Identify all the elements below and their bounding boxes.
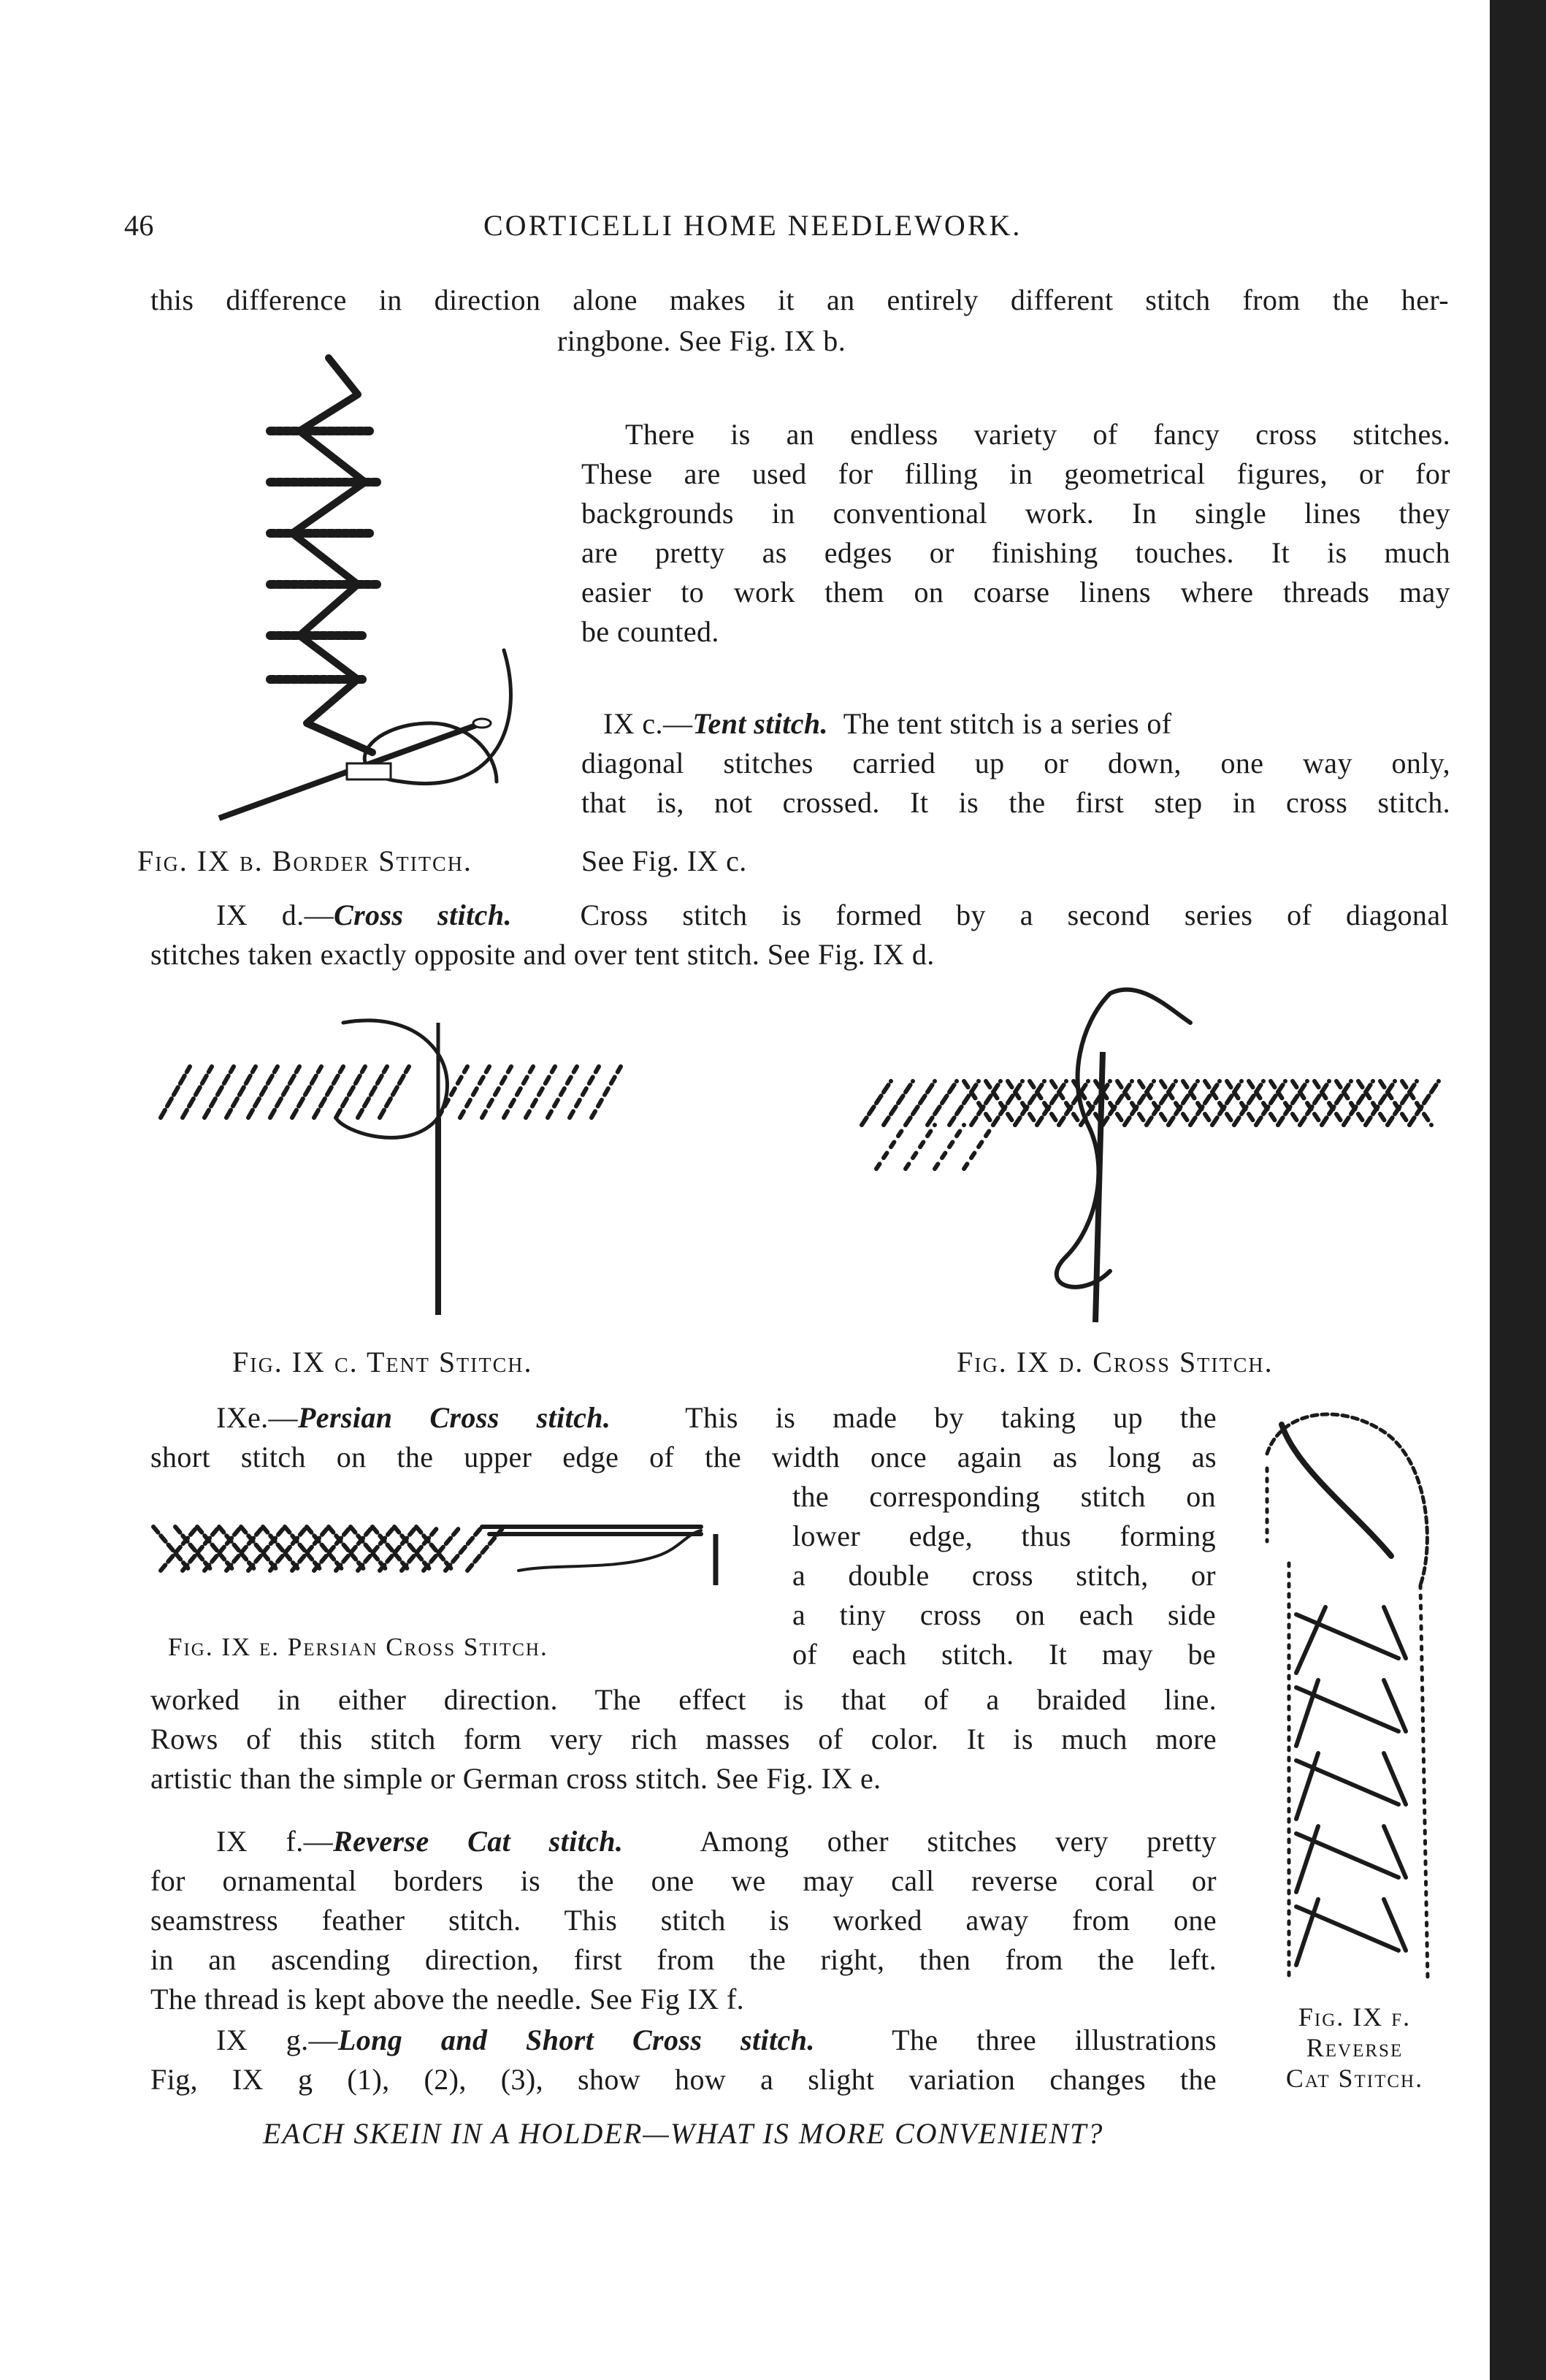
variety-line: easier to work them on coarse linens where threads may xyxy=(581,576,1450,609)
fig-tent-stitch xyxy=(161,1008,781,1330)
long-paragraph xyxy=(150,2021,1217,2099)
cross-stitch-rows xyxy=(862,1081,1439,1169)
persian-paragraph-top xyxy=(150,1398,1217,1477)
tent-line: diagonal stitches carried up or down, one way only, xyxy=(581,747,1450,779)
reverse-heading-line xyxy=(150,1822,1217,1861)
section-title: Tent stitch. xyxy=(692,707,828,740)
reverse-line: The thread is kept above the needle. See Fig IX f. xyxy=(150,1983,745,2015)
long-line: Fig, IX g (1), (2), (3), show how a slight variation changes the xyxy=(150,2063,1217,2096)
section-label: IX f.— xyxy=(216,1825,334,1858)
section-title: Reverse Cat stitch. xyxy=(333,1825,624,1858)
fig-reverse-cat-stitch xyxy=(1238,1395,1472,1994)
section-title: Cross stitch. xyxy=(334,899,512,931)
tent-stitch-rows xyxy=(161,1067,621,1118)
caption-fig-e: Fig. IX e. Persian Cross Stitch. xyxy=(168,1633,548,1661)
section-label: IXe.— xyxy=(216,1401,298,1434)
persian-line: the corresponding stitch on xyxy=(792,1480,1216,1513)
variety-paragraph xyxy=(581,415,1450,652)
persian-line: a double cross stitch, or xyxy=(792,1559,1216,1592)
intro-line-2: ringbone. See Fig. IX b. xyxy=(557,324,846,357)
fig-cross-stitch xyxy=(847,979,1453,1330)
tent-thread xyxy=(336,1021,447,1137)
persian-line: a tiny cross on each side xyxy=(792,1598,1216,1631)
persian-line: worked in either direction. The effect is that of a braided line. xyxy=(150,1683,1217,1716)
persian-line: lower edge, thus forming xyxy=(792,1519,1216,1552)
persian-line: artistic than the simple or German cross stitch. See Fig. IX e. xyxy=(150,1762,881,1795)
section-label: IX d.— xyxy=(216,899,334,931)
caption-fig-c: Fig. IX c. Tent Stitch. xyxy=(232,1346,533,1378)
caption-fig-d: Fig. IX d. Cross Stitch. xyxy=(957,1346,1274,1378)
variety-line: These are used for filling in geometrical figures, or for xyxy=(581,457,1450,490)
running-head: CORTICELLI HOME NEEDLEWORK. xyxy=(483,209,1022,242)
cat-stitch-thread xyxy=(1267,1414,1428,1980)
long-heading-line xyxy=(150,2021,1217,2060)
intro-line-1: this difference in direction alone makes it an entirely different stitch from the her- xyxy=(150,283,1449,316)
section-title: Persian Cross stitch. xyxy=(297,1401,611,1434)
long-line: The three illustrations xyxy=(892,2024,1217,2056)
persian-stitch-row xyxy=(153,1527,701,1571)
cross-paragraph xyxy=(150,896,1449,974)
reverse-line: Among other stitches very pretty xyxy=(700,1825,1217,1858)
page-number: 46 xyxy=(124,209,154,242)
persian-heading-line xyxy=(150,1398,1217,1438)
caption-fig-f: Fig. IX f. Reverse Cat Stitch. xyxy=(1285,2002,1424,2093)
cat-stitch-pattern xyxy=(1296,1607,1406,1965)
persian-line: This is made by taking up the xyxy=(685,1401,1217,1434)
fabric-stitch xyxy=(347,763,391,779)
reverse-line: for ornamental borders is the one we may call reverse coral or xyxy=(150,1864,1217,1897)
tent-line: See Fig. IX c. xyxy=(581,844,747,877)
section-title: Long and Short Cross stitch. xyxy=(337,2024,815,2056)
variety-line: are pretty as edges or finishing touches. It is much xyxy=(581,536,1450,569)
footer-banner: EACH SKEIN IN A HOLDER—WHAT IS MORE CONVENIENT? xyxy=(263,2117,1104,2150)
cross-line: Cross stitch is formed by a second series of diagonal xyxy=(580,899,1449,931)
cross-line: stitches taken exactly opposite and over tent stitch. See Fig. IX d. xyxy=(150,938,935,971)
persian-line: of each stitch. It may be xyxy=(792,1638,1216,1671)
fig-persian-cross-stitch xyxy=(146,1490,774,1629)
cross-heading-line xyxy=(150,896,1449,935)
persian-paragraph-side xyxy=(792,1477,1216,1674)
persian-paragraph-bottom xyxy=(150,1680,1217,1799)
reverse-line: seamstress feather stitch. This stitch is worked away from one xyxy=(150,1904,1217,1937)
tent-line: that is, not crossed. It is the first step in cross stitch. xyxy=(581,786,1450,819)
variety-line: backgrounds in conventional work. In single lines they xyxy=(581,497,1450,530)
tent-paragraph xyxy=(581,704,1450,823)
tent-line: The tent stitch is a series of xyxy=(843,707,1172,740)
persian-line: short stitch on the upper edge of the width once again as long as xyxy=(150,1441,1217,1473)
fig-border-stitch xyxy=(190,343,555,825)
variety-line: be counted. xyxy=(581,615,719,648)
variety-line: There is an endless variety of fancy cross stitches. xyxy=(625,418,1450,451)
reverse-line: in an ascending direction, first from the right, then from the left. xyxy=(150,1943,1217,1976)
section-label: IX g.— xyxy=(216,2024,338,2056)
cross-thread xyxy=(1057,990,1190,1287)
persian-line: Rows of this stitch form very rich masses of color. It is much more xyxy=(150,1723,1217,1755)
tent-heading-line xyxy=(581,704,1450,744)
caption-fig-b: Fig. IX b. Border Stitch. xyxy=(137,844,472,877)
needle-icon xyxy=(1095,1052,1103,1322)
section-label: IX c.— xyxy=(603,707,693,740)
scan-edge-band xyxy=(1490,0,1546,2380)
reverse-paragraph xyxy=(150,1822,1217,2019)
